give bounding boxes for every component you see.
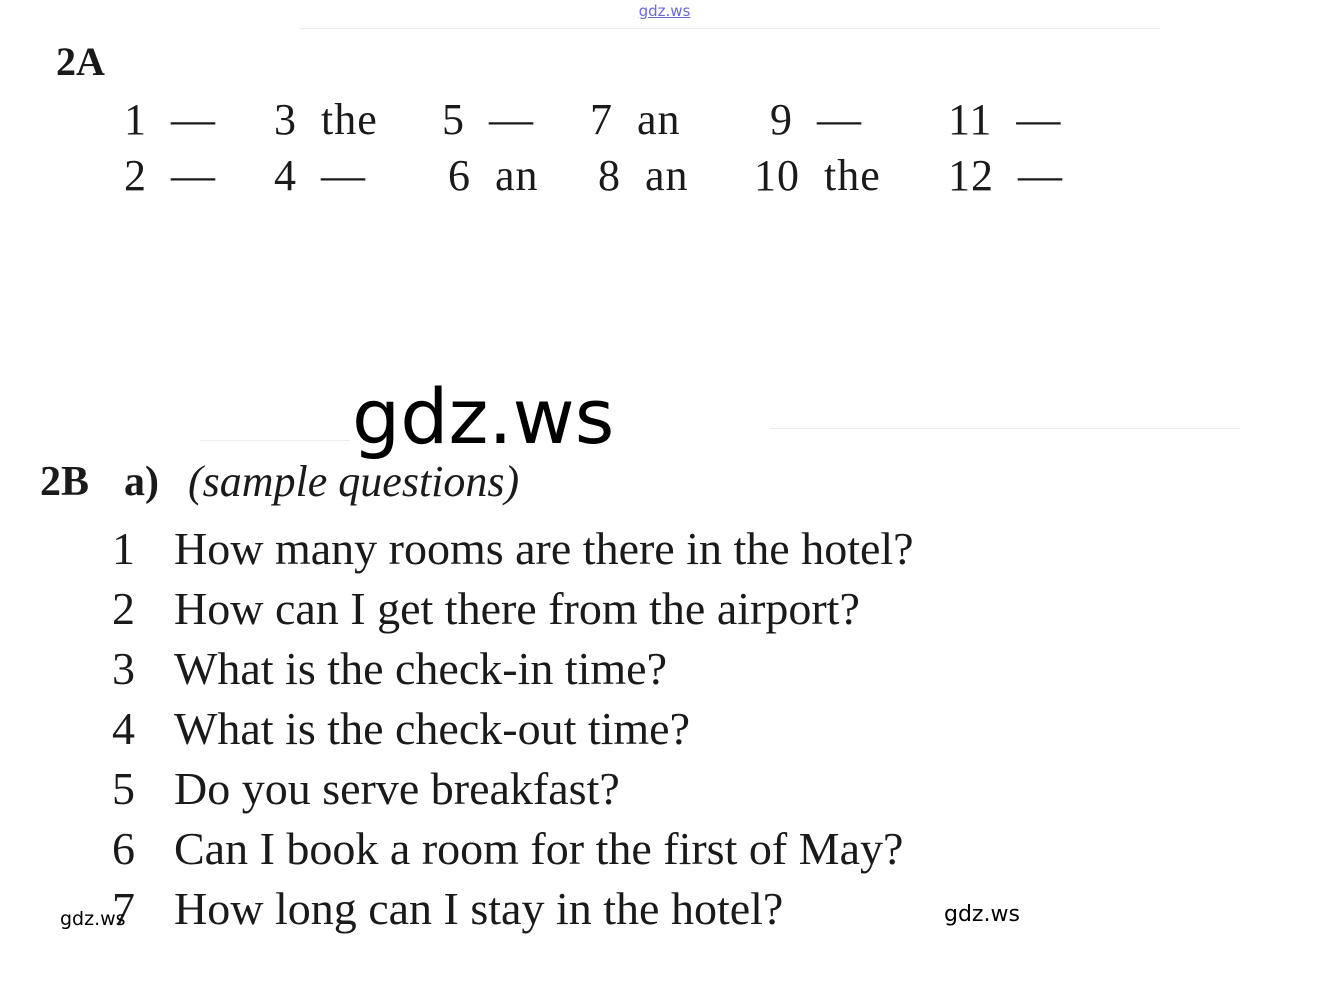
question-text: How many rooms are there in the hotel? <box>174 522 914 574</box>
section-2a-label: 2A <box>56 39 105 84</box>
answers-grid <box>124 94 1104 214</box>
section-2b-label: 2B <box>40 459 90 505</box>
watermark-top[interactable]: gdz.ws <box>638 2 691 20</box>
answer-item: 2 — <box>124 151 216 200</box>
list-item <box>112 518 1162 578</box>
answer-item: 6 an <box>448 151 539 200</box>
section-2b-part-label: a) <box>124 459 159 505</box>
watermark-bottom-left: gdz.ws <box>60 908 126 930</box>
question-text: What is the check-out time? <box>174 702 691 754</box>
question-number: 6 <box>112 822 135 874</box>
question-text: How can I get there from the airport? <box>174 582 860 634</box>
answer-item: 8 an <box>598 151 689 200</box>
list-item <box>112 758 1162 818</box>
question-text: How long can I stay in the hotel? <box>174 882 784 934</box>
answer-item: 10 the <box>754 151 881 200</box>
answer-item: 3 the <box>274 95 378 144</box>
list-item <box>112 578 1162 638</box>
watermark-bottom-right: gdz.ws <box>944 902 1020 927</box>
question-list <box>112 518 1162 938</box>
question-number: 2 <box>112 582 135 634</box>
scan-line <box>770 428 1240 429</box>
question-text: Do you serve breakfast? <box>174 762 620 814</box>
answer-item: 1 — <box>124 95 216 144</box>
question-number: 7 <box>112 882 135 934</box>
answer-item: 9 — <box>770 95 862 144</box>
answer-item: 5 — <box>442 95 534 144</box>
question-number: 1 <box>112 522 135 574</box>
list-item <box>112 638 1162 698</box>
list-item <box>112 698 1162 758</box>
question-number: 5 <box>112 762 135 814</box>
section-2b-note: (sample questions) <box>188 457 520 506</box>
question-number: 3 <box>112 642 135 694</box>
list-item <box>112 818 1162 878</box>
scan-line <box>300 28 1160 29</box>
answer-item: 4 — <box>274 151 366 200</box>
question-text: What is the check-in time? <box>174 642 668 694</box>
watermark-center: gdz.ws <box>352 372 615 461</box>
answer-item: 12 — <box>948 151 1063 200</box>
question-text: Can I book a room for the first of May? <box>174 822 904 874</box>
scan-line <box>200 440 350 441</box>
question-number: 4 <box>112 702 135 754</box>
answer-item: 11 — <box>948 95 1062 144</box>
answer-item: 7 an <box>590 95 681 144</box>
